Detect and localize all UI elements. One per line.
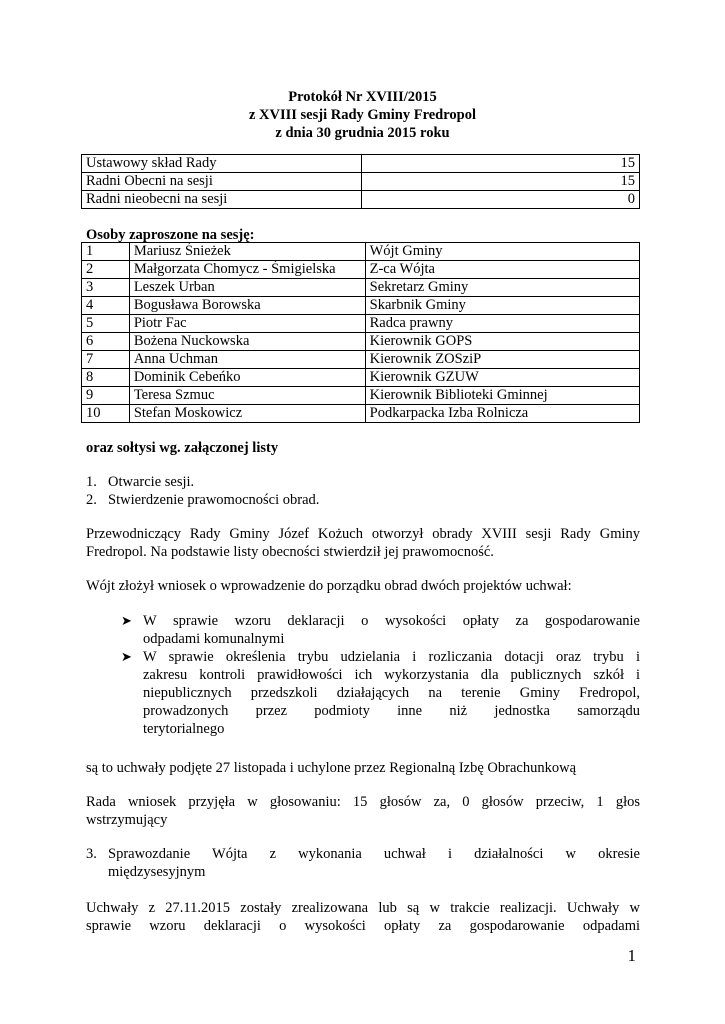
table-row [82,405,640,423]
invited-heading: Osoby zaproszone na sesję: [86,227,255,243]
person-name: Bożena Nuckowska [129,333,365,351]
agenda-item-3 [108,845,640,881]
motion-paragraph: Wójt złożył wniosek o wprowadzenie do porządku obrad dwóch projektów uchwał: [86,578,572,594]
resolutions-paragraph [86,899,640,935]
summary-label: Radni Obecni na sesji [82,173,362,191]
bullet-line: W sprawie określenia trybu udzielania i rozliczania dotacji oraz trybu i [143,649,640,665]
paragraph-line: sprawie wzoru deklaracji o wysokości opłaty za gospodarowanie odpadami [86,918,640,934]
bullet-item [143,612,640,648]
table-row [82,369,640,387]
table-row [82,173,640,191]
paragraph-line: Przewodniczący Rady Gminy Józef Kożuch otworzył obrady XVIII sesji Rady Gminy [86,526,640,542]
person-role: Kierownik GOPS [365,333,639,351]
paragraph-line: Rada wniosek przyjęła w głosowaniu: 15 głosów za, 0 głosów przeciw, 1 głos [86,794,640,810]
person-role: Sekretarz Gminy [365,279,639,297]
person-role: Kierownik Biblioteki Gminnej [365,387,639,405]
agenda-item-text: Otwarcie sesji. [108,474,195,490]
row-number: 7 [82,351,130,369]
row-number: 8 [82,369,130,387]
row-number: 4 [82,297,130,315]
table-row [82,315,640,333]
page-number: 1 [627,946,636,965]
opening-paragraph [86,525,640,561]
paragraph-line: Fredropol. Na podstawie listy obecności stwierdził jej prawomocność. [86,544,494,560]
document-title: Protokół Nr XVIII/2015 [288,89,437,105]
table-row [82,155,640,173]
vote-paragraph [86,793,640,829]
person-role: Z-ca Wójta [365,261,639,279]
bullet-line: terytorialnego [143,721,225,737]
table-row [82,261,640,279]
person-role: Skarbnik Gminy [365,297,639,315]
person-name: Anna Uchman [129,351,365,369]
row-number: 10 [82,405,130,423]
row-number: 5 [82,315,130,333]
row-number: 6 [82,333,130,351]
row-number: 2 [82,261,130,279]
person-name: Bogusława Borowska [129,297,365,315]
arrow-bullet-icon: ➤ [121,613,132,628]
table-row [82,191,640,209]
paragraph-line: Uchwały z 27.11.2015 zostały zrealizowana lub są w trakcie realizacji. Uchwały w [86,900,640,916]
bullet-line: odpadami komunalnymi [143,631,285,647]
row-number: 9 [82,387,130,405]
person-name: Piotr Fac [129,315,365,333]
table-row [82,351,640,369]
bullet-line: W sprawie wzoru deklaracji o wysokości opłaty za gospodarowanie [143,613,640,629]
person-name: Dominik Cebeńko [129,369,365,387]
agenda-line: międzysesyjnym [108,864,206,880]
bullet-line: niepublicznych przedszkoli działających na terenie Gminy Fredropol, [143,685,640,701]
person-name: Teresa Szmuc [129,387,365,405]
person-name: Mariusz Śnieżek [129,243,365,261]
agenda-number: 2. [86,492,97,508]
summary-value: 0 [361,191,639,209]
agenda-number: 1. [86,474,97,490]
soltysi-note: oraz sołtysi wg. załączonej listy [86,440,279,456]
table-row [82,387,640,405]
person-role: Radca prawny [365,315,639,333]
paragraph-line: wstrzymujący [86,812,168,828]
person-name: Leszek Urban [129,279,365,297]
table-row [82,333,640,351]
attendance-summary-table [81,154,640,209]
summary-value: 15 [361,155,639,173]
arrow-bullet-icon: ➤ [121,649,132,664]
repealed-note: są to uchwały podjęte 27 listopada i uchylone przez Regionalną Izbę Obrachunkową [86,760,577,776]
summary-label: Ustawowy skład Rady [82,155,362,173]
summary-value: 15 [361,173,639,191]
bullet-line: prowadzonych przez podmioty inne niż jednostka samorządu [143,703,640,719]
person-role: Podkarpacka Izba Rolnicza [365,405,639,423]
agenda-line: Sprawozdanie Wójta z wykonania uchwał i działalności w okresie [108,846,640,862]
agenda-number: 3. [86,846,97,862]
table-row [82,279,640,297]
person-name: Małgorzata Chomycz - Śmigielska [129,261,365,279]
table-row [82,297,640,315]
person-name: Stefan Moskowicz [129,405,365,423]
agenda-item-text: Stwierdzenie prawomocności obrad. [108,492,320,508]
person-role: Wójt Gminy [365,243,639,261]
bullet-item [143,648,640,738]
summary-label: Radni nieobecni na sesji [82,191,362,209]
document-subtitle-session: z XVIII sesji Rady Gminy Fredropol [248,107,477,123]
row-number: 3 [82,279,130,297]
person-role: Kierownik GZUW [365,369,639,387]
invited-persons-table [81,242,640,423]
row-number: 1 [82,243,130,261]
bullet-line: zakresu kontroli prawidłowości ich wykorzystania dla publicznych szkół i [143,667,640,683]
table-row [82,243,640,261]
person-role: Kierownik ZOSziP [365,351,639,369]
document-subtitle-date: z dnia 30 grudnia 2015 roku [275,125,450,141]
